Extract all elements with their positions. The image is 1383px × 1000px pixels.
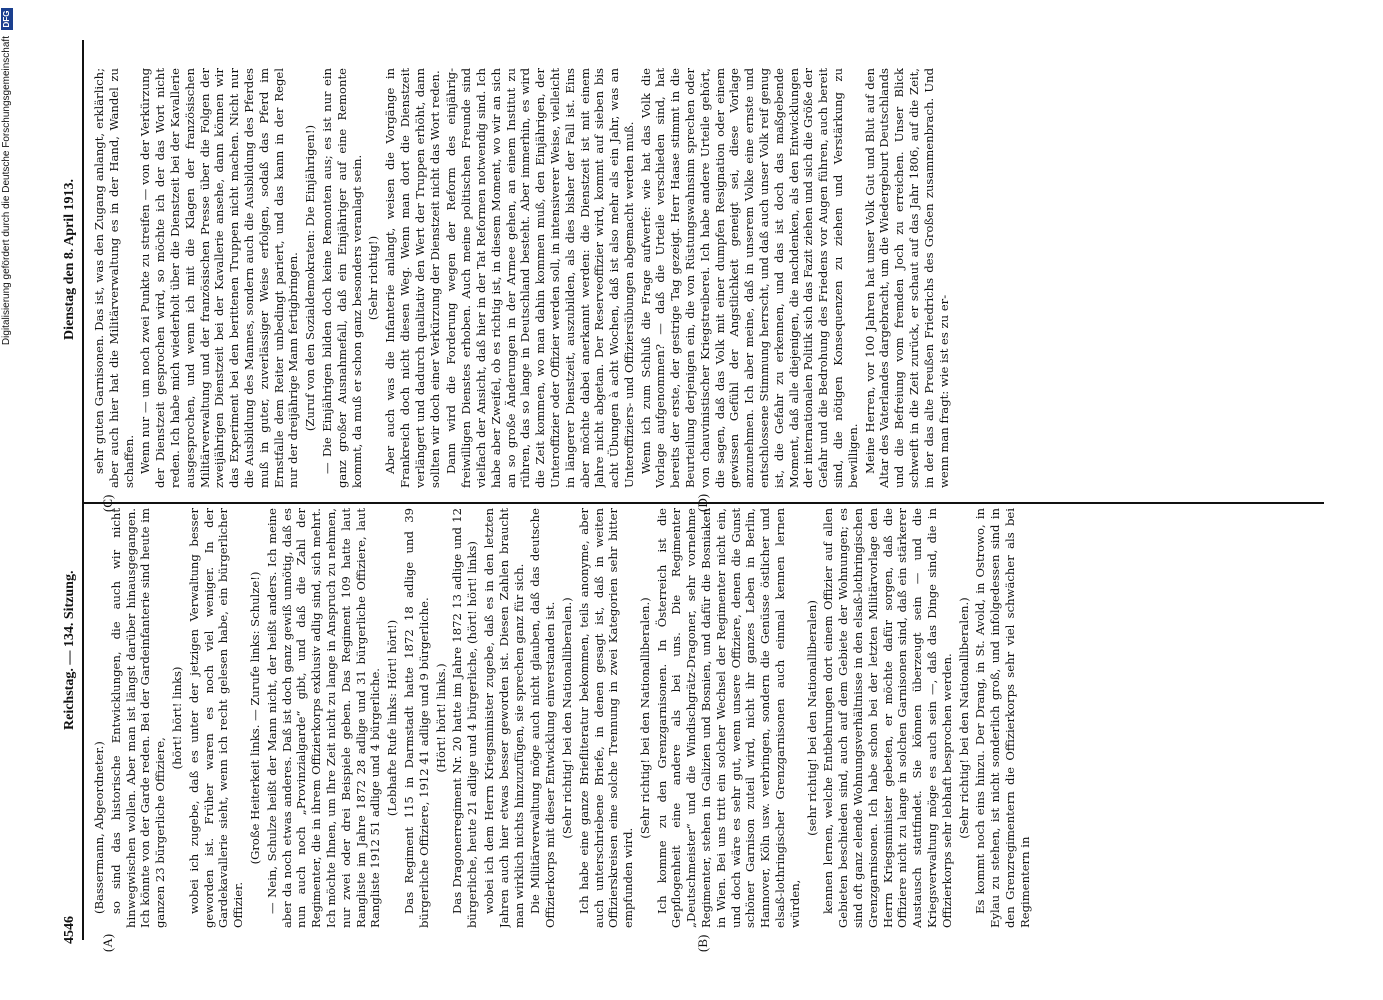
paragraph: Dann wird die Forderung wegen der Reform des einjährig-freiwilligen Dienstes erhoben. Auch meine politischen Freunde sind vielfach der Ansicht, daß hier in der Tat Reformen notwendig sind. Ich habe aber Zweifel, ob es richtig ist, in diesem Moment, wo wir an sich an so große Änderungen in der Armee gehen, an einem Institut zu rühren, das so lange in Deutschland besteht. Aber immerhin, es wird die Zeit kommen, wo man dahin kommen muß, den Einjährigen, der Unteroffizier oder Offizier werden soll, in intensiverer Weise, vielleicht in längerer Dienstzeit, auszubilden, als dies bisher der Fall ist. Eins aber möchte dabei anerkannt werden: die Dienstzeit ist mit einem Jahre nicht abgetan. Der Reserveoffizier wird, kommt auf sieben bis acht Übungen à acht Wochen, daß ist also mehr als ein Jahr, was an Unteroffiziers- und Offiziersübungen abgemacht werden muß.	[444, 68, 636, 488]
margin-letter-b: (B)	[695, 934, 710, 952]
left-running-title: Reichstag. — 134. Sitzung.	[62, 570, 77, 730]
interjection: (Sehr richtig! bei den Nationalliberalen.)	[559, 597, 574, 839]
paragraph: Das Regiment 115 in Darmstadt hatte 1872 18 adlige und 39 bürgerliche Offiziere, 1912 41 adlige und 9 bürgerliche.	[401, 508, 431, 928]
interjection: (Sehr richtig! bei den Nationalliberalen.)	[637, 597, 652, 839]
dfg-logo: DFG	[1, 8, 13, 30]
paragraph: Wenn ich zum Schluß die Frage aufwerfe: wie hat das Volk die Vorlage aufgenommen? — daß die Urteile verschieden sind, hat bereits der erste, der gestrige Tag gezeigt. Herr Haase stimmt in die Beurteilung derjenigen ein, die von Rüstungswahnsinn sprechen oder von chauvinistischer Kriegstreiberei. Ich habe andere Urteile gehört, die sagen, daß das Volk mit einer dumpfen Resignation oder einem gewissen Gefühl der Angstlichkeit geneigt sei, diese Vorlage anzunehmen. Ich aber meine, daß in unserem Volke eine ernste und entschlossene Stimmung herrscht, und daß auch unser Volk reif genug ist, die Gefahr zu erkennen, und das ist doch das maßgebende Moment, daß alle diejenigen, die nachdenken, als den Entwicklungen der internationalen Politik sich das Fazit ziehen und sich die Größe der Gefahr und die Bedrohung des Friedens vor Augen führen, auch bereit sind, die nötigen Konsequenzen zu ziehen und Verstärkung zu bewilligen.	[638, 68, 860, 488]
margin-letter-d: (D)	[695, 493, 710, 512]
paragraph: wobei ich dem Herrn Kriegsminister zugebe, daß es in den letzten Jahren auch hier etwas besser geworden ist. Diesen Zahlen braucht man wirklich nichts hinzuzufügen, sie sprechen ganz für sich.	[481, 508, 526, 928]
funding-note: Digitalisierung gefördert durch die Deutsche Forschungsgemeinschaft	[1, 36, 12, 346]
interjection: (Lebhafte Rufe links: Hört! hört!)	[385, 619, 400, 817]
right-column	[92, 68, 1322, 488]
funding-caption	[0, 0, 14, 1000]
paragraph: wobei ich zugebe, daß es unter der jetzigen Verwaltung besser geworden ist. Früher waren es noch viel weniger. In der Gardekavallerie sieht, wenn ich recht gelesen habe, ein bürgerlicher Offizier.	[186, 508, 246, 928]
interjection: (Hört! hört! links.)	[433, 663, 448, 773]
interjection: (hört! hört! links)	[169, 666, 184, 770]
paragraph: so sind das historische Entwicklungen, die auch wir nicht hinwegwischen wollen. Aber man ist längst darüber hinausgegangen. Ich könnte von der Garde reden. Bei der Gardeinfanterie sind heute im ganzen 23 bürgerliche Offiziere,	[108, 508, 168, 928]
paragraph: Wenn nur — um noch zwei Punkte zu streifen — von der Verkürzung der Dienstzeit gesprochen wird, so möchte ich der das Wort nicht reden. Ich habe mich wiederholt über die Dienstzeit bei der Kavallerie ausgesprochen, und wenn ich mit die Klagen der französischen Militärverwaltung und der französischen Presse über die Folgen der zweijährigen Dienstzeit bei der Kavallerie ansehe, dann können wir das Experiment bei den berittenen Truppen nicht machen. Nicht nur die Ausbildung des Mannes, sondern auch die Ausbildung des Pferdes muß in guter, zuverlässiger Weise erfolgen, sodaß das Pferd im Ernstfalle dem Reiter unbedingt pariert, und das kann in der Regel nur der dreijährige Mann fertigbringen.	[138, 68, 301, 488]
page-number: 4546	[62, 916, 77, 944]
interjection: (Große Heiterkeit links. — Zurufe links: Schulze!)	[247, 571, 262, 865]
paragraph: Ich komme zu den Grenzgarnisonen. In Österreich ist die Gepflogenheit eine andere als bei uns. Die Regimenter „Deutschmeister“ und die Windischgrätz-Dragoner, sehr vornehme Regimenter, stehen in Galizien und Bosnien, und dafür die Bosniaken in Wien. Bei uns tritt ein solcher Wechsel der Regimenter nicht ein, und doch wäre es sehr gut, wenn unsere Offiziere, denen die Gunst schöner Garnison zuteil wird, nicht ihr ganzes Leben in Berlin, Hannover, Köln usw. verbringen, sondern die Genüsse östlicher und elsaß-lothringischer Grenzgarnisonen auch einmal kennen lernen würden,	[654, 508, 802, 928]
paragraph: — Die Einjährigen bilden doch keine Remonten aus; es ist nur ein ganz großer Ausnahmefall, daß ein Einjähriger auf eine Remonte kommt, da muß er schon ganz besonders veranlagt sein.	[319, 68, 364, 488]
interjection: (Sehr richtig!)	[366, 235, 381, 321]
interjection: (Sehr richtig! bei den Nationalliberalen.)	[956, 597, 971, 839]
interjection: (sehr richtig! bei den Nationalliberalen)	[804, 600, 819, 836]
running-header	[62, 40, 80, 960]
right-running-title: Dienstag den 8. April 1913.	[62, 178, 77, 340]
paragraph: Das Dragonerregiment Nr. 20 hatte im Jahre 1872 13 adlige und 12 bürgerliche, heute 21 adlige und 4 bürgerliche, (hört! hört! links)	[450, 508, 480, 928]
interjection: (Zuruf von den Sozialdemokraten: Die Einjährigen!)	[303, 124, 318, 432]
header-rule	[82, 40, 84, 940]
paragraph: — Nein, Schulze heißt der Mann nicht, der heißt anders. Ich meine aber da noch etwas anderes. Daß ist doch ganz gewiß unnötig, daß es nun auch noch „Provinzialgarde“ gibt, und daß die Zahl der Regimenter, die in ihrem Offizierkorps exklusiv adlig sind, sich mehrt. Ich möchte Ihnen, um Ihre Zeit nicht zu lange in Anspruch zu nehmen, nur zwei oder drei Beispiele geben. Das Regiment 109 hatte laut Rangliste im Jahre 1872 28 adlige und 31 bürgerliche Offiziere, laut Rangliste 1912 51 adlige und 4 bürgerliche.	[264, 508, 383, 928]
paragraph: kennen lernen, welche Entbehrungen dort einem Offizier auf allen Gebieten beschieden sind, auch auf dem Gebiete der Wohnungen; es sind oft ganz elende Wohnungsverhältnisse in den elsaß-lothringischen Grenzgarnisonen. Ich habe schon bei der letzten Militärvorlage den Herrn Kriegsminister gebeten, er möchte dafür sorgen, daß die Offiziere nicht zu lange in solchen Garnisonen sind, daß ein stärkerer Austausch stattfindet. Sie können überzeugt sein — und die Kriegsverwaltung möge es auch sein —, daß das Dinge sind, die in Offizierkorps sehr lebhaft besprochen werden.	[821, 508, 954, 928]
paragraph: Es kommt noch eins hinzu. Der Drang, in St. Avold, in Ostrowo, in Eylau zu stehen, ist nicht sonderlich groß, und infolgedessen sind in den Grenzregimentern die Offizierkorps sehr viel schwächer als bei Regimentern in	[973, 508, 1032, 928]
paragraph: Die Militärverwaltung möge auch nicht glauben, daß das deutsche Offizierkorps mit dieser Entwicklung einverstanden ist.	[528, 508, 558, 928]
paragraph: (Bassermann, Abgeordneter.)	[92, 741, 106, 914]
paragraph: Meine Herren, vor 100 Jahren hat unser Volk Gut und Blut auf den Altar des Vaterlandes dargebracht, um die Wiedergeburt Deutschlands und die Befreiung vom fremden Joch zu erreichen. Unser Blick schweift in die Zeit zurück, er schaut auf das Jahr 1806, auf die Zeit, in der das alte Preußen Friedrichs des Großen zusammenbrach. Und wenn man fragt: wie ist es zu er-	[862, 68, 951, 488]
paragraph: sehr guten Garnisonen. Das ist, was den Zugang anlangt, erklärlich; aber auch hier hat die Militärverwaltung es in der Hand, Wandel zu schaffen.	[92, 68, 136, 488]
paragraph: Ich habe eine ganze Briefliteratur bekommen, teils anonyme, aber auch unterschriebene Briefe, in denen gesagt ist, daß in weiten Offizierskreisen eine solche Trennung in zwei Kategorien sehr bitter empfunden wird.	[576, 508, 636, 928]
left-column	[92, 508, 1322, 928]
margin-letter-a: (A)	[100, 933, 115, 952]
paragraph: Aber auch was die Infanterie anlangt, weisen die Vorgänge in Frankreich doch nicht diesen Weg. Wenn man dort die Dienstzeit verlängert und dadurch qualitativ den Wert der Truppen erhöht, dann sollten wir doch einer Verkürzung der Dienstzeit nicht das Wort reden.	[383, 68, 442, 488]
margin-letter-c: (C)	[100, 494, 115, 512]
